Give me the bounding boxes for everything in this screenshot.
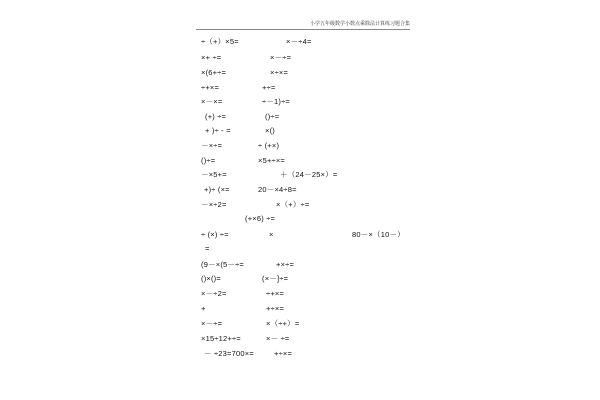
problem-16a: (9－×(5－÷= xyxy=(201,260,245,269)
problem-12a: －×÷2= xyxy=(201,200,227,209)
problem-9a: ()÷= xyxy=(201,156,216,165)
problem-19a: + xyxy=(201,304,206,313)
problem-20b: ×（÷+）= xyxy=(266,319,300,328)
problem-3b: ×÷×= xyxy=(270,68,289,77)
problem-11b: 20－×4÷8= xyxy=(258,185,297,194)
problem-16b: +×÷= xyxy=(276,260,295,269)
problem-15a: = xyxy=(205,244,210,253)
problem-14b: × xyxy=(269,230,274,239)
problem-10b: ＋（24－25×）= xyxy=(280,170,338,179)
problem-4a: ÷+×= xyxy=(201,83,220,92)
problem-7a: + )÷ - = xyxy=(205,126,231,135)
problem-5a: ×－×= xyxy=(201,97,223,106)
header-title: 小学五年级数学小数点乘除法计算练习题合集 xyxy=(309,21,410,27)
problem-22b: +÷×= xyxy=(274,349,293,358)
problem-17b: (×－]÷= xyxy=(262,274,289,283)
problem-14c: 80－×（10－） xyxy=(352,230,405,239)
problem-5b: ÷－1)÷= xyxy=(262,97,290,106)
problem-4b: +÷= xyxy=(262,83,276,92)
problem-6b: ()÷= xyxy=(265,112,280,121)
problem-11a: +)÷ (×= xyxy=(204,185,230,194)
problem-7b: ×() xyxy=(265,126,275,135)
problem-14a: ÷ (×) ÷= xyxy=(201,230,229,239)
header-rule xyxy=(196,29,410,30)
problem-3a: ×(6+÷= xyxy=(201,68,227,77)
problem-22a: － ÷23=700×= xyxy=(204,349,254,358)
problem-1a: ÷（+）×5= xyxy=(201,37,239,46)
problem-17a: ()×()= xyxy=(201,274,221,283)
problem-6a: (+) ÷= xyxy=(205,112,227,121)
problem-2b: ×－÷= xyxy=(270,53,292,62)
problem-8a: －×÷= xyxy=(201,141,223,150)
problem-21b: ×－ ÷= xyxy=(266,334,290,343)
problem-19b: +÷×= xyxy=(266,304,285,313)
problem-1b: ×－÷4= xyxy=(286,37,312,46)
problem-13b: (+×6) ÷= xyxy=(245,214,276,223)
problem-12b: ×（+）÷= xyxy=(276,200,310,209)
problem-18a: ×－÷2= xyxy=(201,289,227,298)
problem-10a: －×5+= xyxy=(201,170,227,179)
problem-8b: ÷ (+×) xyxy=(258,141,280,150)
problem-2a: ×+ ÷= xyxy=(201,53,222,62)
problem-9b: ×5+÷×= xyxy=(258,156,286,165)
problem-20a: ×－÷= xyxy=(201,319,223,328)
problem-21a: ×15÷12+÷= xyxy=(201,334,241,343)
problem-18b: ÷+×= xyxy=(266,289,285,298)
